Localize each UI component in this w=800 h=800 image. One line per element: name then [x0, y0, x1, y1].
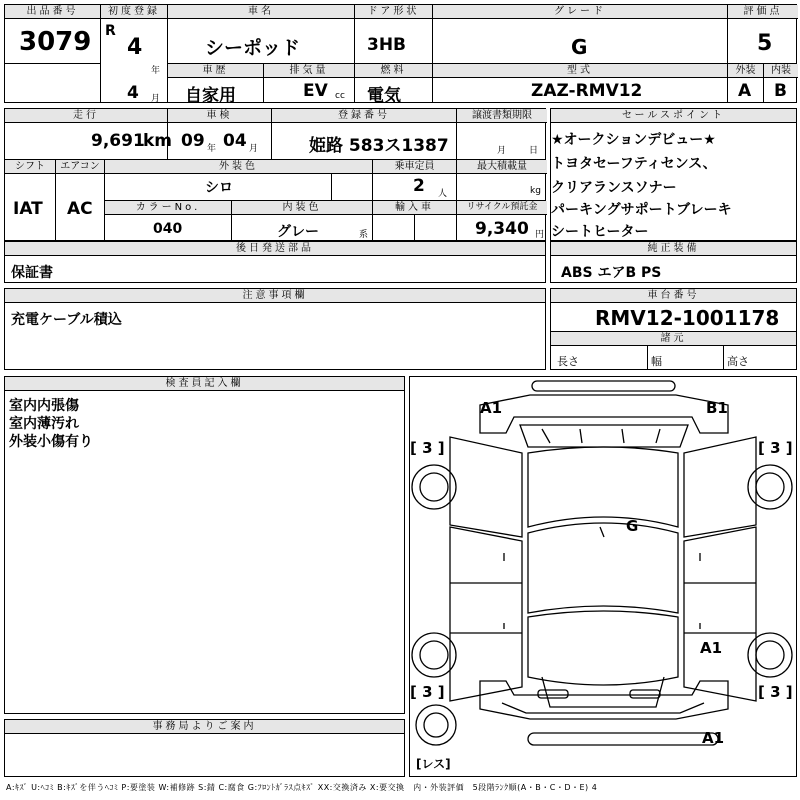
chassis-label: 車台番号 — [551, 289, 796, 303]
equipment-box — [550, 241, 797, 283]
sales-item: ★オークションデビュー★ — [551, 132, 716, 148]
colorno-value: 040 — [153, 221, 183, 237]
color-label: 外装色 — [105, 160, 372, 174]
spec-length: 長さ — [557, 355, 579, 368]
shift-value: IAT — [13, 199, 43, 219]
sales-points-box — [550, 108, 797, 241]
inspector-line: 室内内張傷 — [9, 398, 79, 414]
transfer-day: 日 — [529, 146, 539, 156]
interior-value: グレー — [277, 224, 319, 240]
mark-3-top-left: [ 3 ] — [410, 439, 445, 457]
vehicle-detail-table — [4, 108, 546, 241]
score-label: 評価点 — [728, 5, 798, 19]
fuel-label: 燃料 — [355, 64, 432, 78]
car-outline-icon — [410, 377, 796, 776]
equip-label: 純正装備 — [551, 242, 796, 256]
mark-a1-bottom: A1 — [702, 729, 725, 747]
mileage-value: 9,691 — [91, 131, 145, 151]
name-label: 車名 — [168, 5, 354, 19]
lot-value: 3079 — [19, 27, 92, 57]
name-value: シーポッド — [205, 37, 301, 59]
year-value: 4 — [127, 35, 143, 60]
sales-item: パーキングサポートブレーキ — [551, 202, 732, 218]
interior-unit: 系 — [359, 230, 369, 240]
specs-label: 諸元 — [551, 332, 796, 346]
spec-width: 幅 — [651, 355, 662, 368]
interior-label: 内装色 — [232, 201, 372, 215]
chassis-value: RMV12-1001178 — [595, 306, 780, 330]
load-label: 最大積載量 — [457, 160, 547, 174]
grade-value: G — [571, 35, 588, 59]
recycle-label: リサイクル預託金 — [457, 201, 547, 215]
history-label: 車歴 — [168, 64, 263, 78]
equip-value: ABS エアB PS — [561, 265, 662, 281]
inspect-year: 09 — [181, 131, 205, 151]
inspector-line: 外装小傷有り — [9, 434, 93, 450]
color-value: シロ — [205, 180, 233, 196]
ac-label: エアコン — [56, 160, 104, 174]
notes-label: 注意事項欄 — [5, 289, 545, 303]
month-value: 4 — [127, 83, 139, 103]
later-value: 保証書 — [11, 265, 53, 281]
mark-g-windshield: G — [626, 517, 639, 535]
capacity-label: 乗車定員 — [373, 160, 456, 174]
model-value: ZAZ-RMV12 — [531, 81, 643, 101]
capacity-unit: 人 — [438, 189, 448, 199]
chassis-box — [550, 288, 797, 370]
plate-value: 姫路 583ス1387 — [309, 136, 449, 156]
fuel-value: 電気 — [367, 86, 401, 106]
reg-label: 初度登録 — [101, 5, 167, 19]
notes-box — [4, 288, 546, 370]
inspect-month: 04 — [223, 131, 247, 151]
score-value: 5 — [757, 31, 773, 56]
disp-label: 排気量 — [264, 64, 354, 78]
load-unit: kg — [530, 186, 541, 196]
sales-item: クリアランスソナー — [551, 180, 677, 196]
header-table — [4, 4, 797, 106]
office-box — [4, 719, 405, 777]
sales-item: シートヒーター — [551, 224, 649, 240]
mark-3-top-right: [ 3 ] — [758, 439, 793, 457]
mark-3-bottom-right: [ 3 ] — [758, 683, 793, 701]
lot-label: 出品番号 — [5, 5, 100, 19]
door-label: ドア形状 — [355, 5, 432, 19]
ext-label: 外装 — [728, 64, 763, 78]
mark-3-bottom-left: [ 3 ] — [410, 683, 445, 701]
inspect-month-unit: 月 — [249, 144, 259, 154]
later-parts-box — [4, 241, 546, 283]
inspector-line: 室内薄汚れ — [9, 416, 79, 432]
int-label: 内装 — [764, 64, 798, 78]
office-label: 事務局よりご案内 — [5, 720, 404, 734]
int-value: B — [774, 81, 787, 101]
sales-item: トヨタセーフティセンス、 — [551, 156, 717, 172]
mileage-unit: km — [143, 131, 173, 151]
mark-b1-front-right: B1 — [706, 399, 728, 417]
inspect-label: 車検 — [168, 109, 271, 123]
grade-label: グレード — [433, 5, 727, 19]
transfer-label: 譲渡書類期限 — [457, 109, 547, 123]
disp-unit: cc — [335, 91, 345, 101]
inspector-label: 検査員記入欄 — [5, 377, 404, 391]
plate-label: 登録番号 — [272, 109, 456, 123]
spec-height: 高さ — [727, 355, 749, 368]
year-unit: 年 — [151, 66, 161, 76]
month-unit: 月 — [151, 94, 161, 104]
mark-a1-right: A1 — [700, 639, 723, 657]
transfer-month: 月 — [497, 146, 507, 156]
legend-text: A:ｷｽﾞ U:ﾍｺﾐ B:ｷｽﾞを伴うﾍｺﾐ P:要塗装 W:補修跡 S:錆 C:腐食 G:ﾌﾛﾝﾄｶﾞﾗｽ点ｷｽﾞ XX:交換済み X:要交換 内・外装評価 5段階ﾗﾝｸ順(A・B・C・D・E) 4 — [6, 783, 598, 792]
mileage-label: 走行 — [5, 109, 167, 123]
sales-label: セールスポイント — [551, 109, 796, 123]
capacity-value: 2 — [413, 176, 425, 196]
disp-value: EV — [303, 81, 328, 101]
mark-spare-none: [レス] — [416, 757, 451, 771]
mark-a1-front-left: A1 — [480, 399, 503, 417]
history-value: 自家用 — [185, 86, 236, 106]
model-label: 型式 — [433, 64, 727, 78]
car-diagram — [409, 376, 797, 777]
inspect-year-unit: 年 — [207, 144, 217, 154]
era-value: R — [105, 23, 116, 39]
recycle-value: 9,340 — [475, 219, 529, 239]
shift-label: シフト — [5, 160, 55, 174]
recycle-unit: 円 — [535, 230, 545, 240]
notes-value: 充電ケーブル積込 — [11, 312, 122, 328]
inspector-box — [4, 376, 405, 714]
import-label: 輸入車 — [373, 201, 456, 215]
ext-value: A — [738, 81, 752, 101]
ac-value: AC — [67, 199, 93, 219]
later-label: 後日発送部品 — [5, 242, 545, 256]
door-value: 3HB — [367, 35, 407, 55]
colorno-label: カラーNo. — [105, 201, 231, 215]
